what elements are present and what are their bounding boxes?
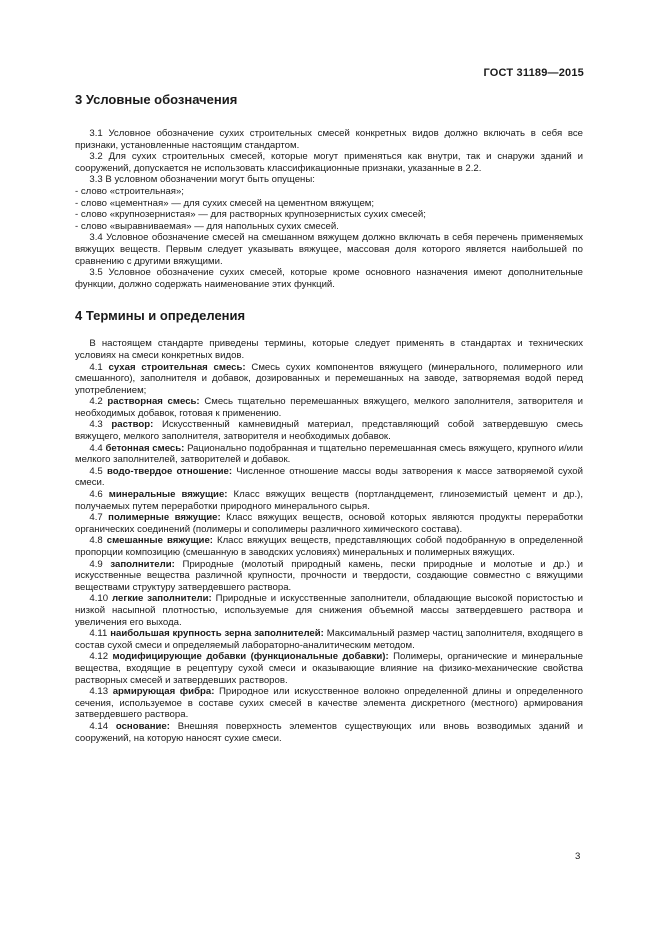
term-definition (75, 396, 583, 419)
term-definition (75, 419, 583, 442)
term-name: основание: (115, 720, 170, 732)
term-name: армирующая фибра: (112, 686, 215, 698)
term-definition (75, 686, 583, 721)
term-text: Природное или искусственное волокно определенной длины и определенного сечения, используемое в составе сухих смесей в качестве элемента дискретного (местного) армирования затвердевшего раствора. (75, 686, 584, 721)
page-content (75, 92, 583, 744)
paragraph-3-1: 3.1 Условное обозначение сухих строительных смесей конкретных видов должно включать в себя все признаки, установленные настоящим стандартом. (75, 128, 583, 151)
term-number: 4.14 (89, 720, 109, 732)
paragraph-3-4: 3.4 Условное обозначение смесей на смешанном вяжущем должно включать в себя перечень применяемых вяжущих веществ. Первым следует указывать вяжущее, массовая доля которого является наибольшей по сравнению с другими вяжущими. (75, 232, 583, 267)
list-item: - слово «строительная»; (75, 185, 184, 197)
term-number: 4.8 (89, 535, 103, 547)
section-3-title: 3 Условные обозначения (75, 92, 238, 107)
term-number: 4.3 (89, 419, 103, 431)
term-number: 4.13 (89, 686, 109, 698)
term-text: Внешняя поверхность элементов существующих или вновь возводимых зданий и сооружений, на которую наносят сухие смеси. (75, 720, 583, 744)
section-4-title: 4 Термины и определения (75, 308, 246, 324)
term-text: Класс вяжущих веществ, представляющих собой подобранную в определенной пропорции композицию (смешанную в заводских условиях) минеральных и полимерных вяжущих. (75, 535, 583, 558)
term-name: смешанные вяжущие: (106, 535, 213, 547)
term-number: 4.6 (89, 489, 103, 501)
term-definition (75, 512, 583, 535)
term-name: наибольшая крупность зерна заполнителей: (110, 628, 324, 640)
page-number: 3 (575, 851, 581, 862)
term-definition (75, 443, 583, 466)
term-name: модифицирующие добавки (функциональные добавки): (112, 651, 389, 663)
term-number: 4.10 (89, 593, 109, 605)
document-header: ГОСТ 31189—2015 (483, 67, 584, 79)
term-text: Класс вяжущих веществ (портландцемент, глиноземистый цемент и др.), получаемых путем переработки природного минерального сырья. (75, 489, 583, 512)
section-4-intro: В настоящем стандарте приведены термины, которые следует применять в стандартах и технических условиях на смеси конкретных видов. (75, 338, 583, 361)
term-name: раствор: (111, 419, 154, 431)
list-item: - слово «крупнозернистая» — для растворных крупнозернистых сухих смесей; (75, 209, 426, 221)
term-text: Природные и искусственные заполнители, обладающие высокой пористостью и низкой насыпной плотностью, используемые для снижения объемной массы затвердевшего раствора и увеличения его выхода. (75, 593, 584, 628)
term-definition (75, 721, 583, 744)
term-definition (75, 362, 583, 397)
term-name: бетонная смесь: (105, 442, 185, 454)
term-text: Численное отношение массы воды затворения к массе затворяемой сухой смеси. (75, 465, 584, 489)
term-text: Природные (молотый природный камень, пески природные и молотые и др.) и искусственные вещества различной крупности, прочности и твердости, создающие совместно с вяжущими веществами структуру затвердевшего раствора. (75, 558, 584, 593)
term-number: 4.12 (89, 651, 109, 663)
term-number: 4.2 (89, 396, 103, 408)
term-definition (75, 651, 583, 686)
term-number: 4.5 (89, 465, 103, 477)
list-item: - слово «выравниваемая» — для напольных сухих смесей. (75, 220, 339, 232)
term-definition (75, 489, 583, 512)
paragraph-3-5: 3.5 Условное обозначение сухих смесей, которые кроме основного назначения имеют дополнительные функции, должно содержать наименование этих функций. (75, 267, 583, 290)
term-number: 4.1 (89, 361, 103, 373)
term-name: минеральные вяжущие: (108, 489, 228, 501)
term-name: водо-твердое отношение: (106, 465, 233, 477)
term-name: растворная смесь: (107, 396, 200, 408)
paragraph-3-3: 3.3 В условном обозначении могут быть опущены: (89, 174, 315, 186)
term-definition (75, 466, 583, 489)
term-definition (75, 535, 583, 558)
term-definition (75, 559, 583, 594)
paragraph-3-2: 3.2 Для сухих строительных смесей, которые могут применяться как внутри, так и снаружи зданий и сооружений, допускается не использовать классификационные признаки, указанные в 2.2. (75, 151, 583, 174)
term-text: Искусственный камневидный материал, представляющий собой затвердевшую смесь вяжущего, мелкого заполнителя, затворителя и необходимых добавок. (75, 419, 583, 443)
term-definition (75, 628, 583, 651)
term-name: полимерные вяжущие: (108, 512, 221, 524)
term-definition (75, 593, 583, 628)
term-text: Максимальный размер частиц заполнителя, входящего в состав сухой смеси и определяемый лабораторно-аналитическим методом. (75, 628, 583, 651)
term-name: заполнители: (110, 558, 175, 570)
term-text: Смесь сухих компонентов вяжущего (минерального, полимерного или смешанного), заполнителя и добавок, дозированных и перемешанных на заводе, затворяемая водой перед употреблением; (75, 361, 583, 396)
list-item: - слово «цементная» — для сухих смесей на цементном вяжущем; (75, 197, 375, 209)
term-number: 4.9 (89, 558, 103, 570)
terms-list (75, 362, 583, 745)
term-number: 4.7 (89, 512, 103, 524)
term-text: Смесь тщательно перемешанных вяжущего, мелкого заполнителя, затворителя и необходимых добавок, готовая к применению. (75, 396, 583, 419)
term-text: Класс вяжущих веществ, основой которых являются продукты переработки органических соединений (полимеры и сополимеры различного химического состава). (75, 512, 583, 535)
term-text: Полимеры, органические и минеральные вещества, входящие в рецептуру сухой смеси и оказывающие влияние на физико-механические свойства растворных смесей и затвердевших растворов. (75, 651, 583, 686)
term-number: 4.11 (89, 628, 108, 640)
term-name: легкие заполнители: (112, 593, 212, 605)
term-name: сухая строительная смесь: (108, 361, 246, 373)
term-number: 4.4 (89, 442, 103, 454)
term-text: Рационально подобранная и тщательно перемешанная смесь вяжущего, крупного и/или мелкого заполнителей, затворителей и добавок. (75, 442, 583, 466)
